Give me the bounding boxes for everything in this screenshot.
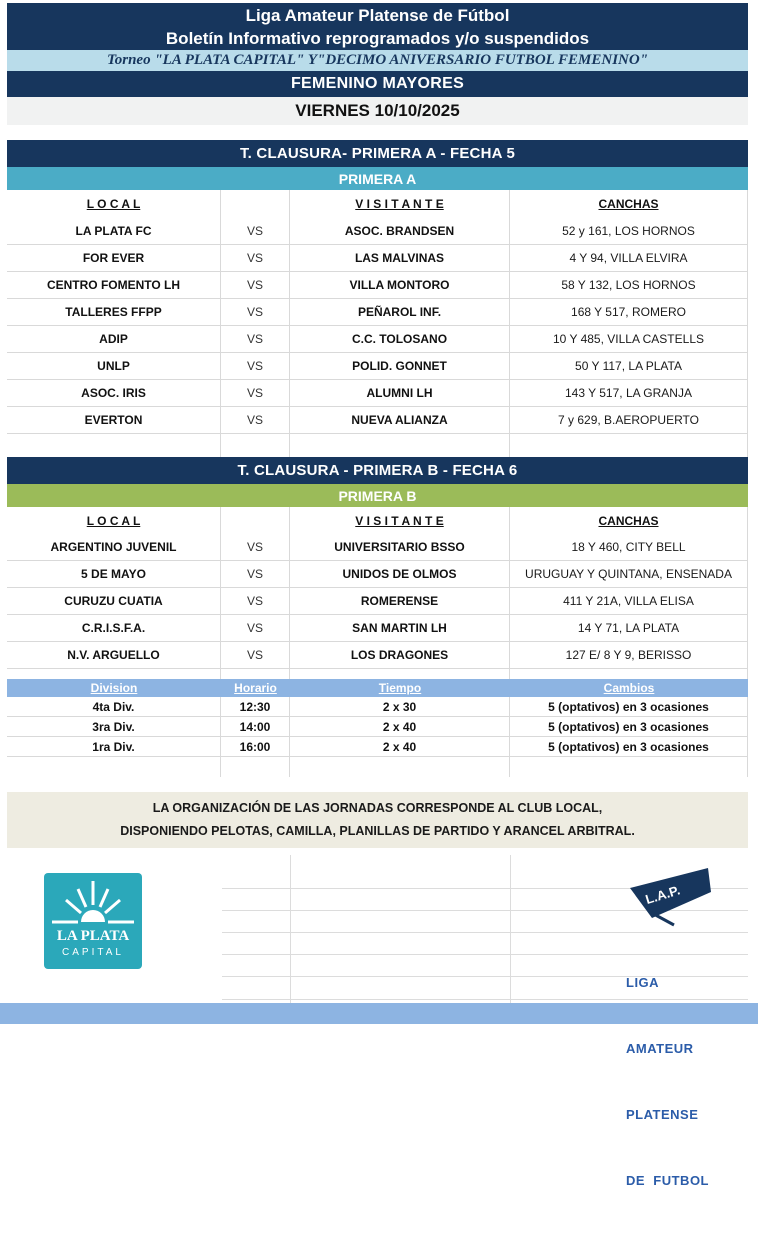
visitante-team: UNIDOS DE OLMOS [290, 561, 510, 587]
local-team: LA PLATA FC [7, 218, 221, 244]
match-row [7, 534, 748, 561]
col-canchas: CANCHAS [598, 197, 659, 211]
lap-caption-line4: DE FUTBOL [626, 1173, 709, 1188]
horario-value: 16:00 [221, 737, 290, 756]
vs-label: VS [221, 615, 290, 641]
local-team: ADIP [7, 326, 221, 352]
col-cambios: Cambios [603, 681, 655, 695]
division-value: 4ta Div. [7, 697, 221, 716]
local-team: CURUZU CUATIA [7, 588, 221, 614]
division-value: 1ra Div. [7, 737, 221, 756]
visitante-team: LOS DRAGONES [290, 642, 510, 668]
vs-label: VS [221, 299, 290, 325]
match-row [7, 245, 748, 272]
cancha-value: 50 Y 117, LA PLATA [510, 353, 748, 379]
visitante-team: PEÑAROL INF. [290, 299, 510, 325]
cancha-value: URUGUAY Y QUINTANA, ENSENADA [510, 561, 748, 587]
section-a-table [7, 190, 748, 457]
vs-label: VS [221, 326, 290, 352]
cancha-value: 52 y 161, LOS HORNOS [510, 218, 748, 244]
visitante-team: POLID. GONNET [290, 353, 510, 379]
col-canchas: CANCHAS [598, 513, 659, 528]
lap-caption-line1: LIGA [626, 975, 660, 990]
visitante-team: SAN MARTIN LH [290, 615, 510, 641]
gridline [290, 855, 291, 1003]
match-row [7, 299, 748, 326]
visitante-team: UNIVERSITARIO BSSO [290, 534, 510, 560]
local-team: C.R.I.S.F.A. [7, 615, 221, 641]
vs-label: VS [221, 380, 290, 406]
division-value: 3ra Div. [7, 717, 221, 736]
cancha-value: 143 Y 517, LA GRANJA [510, 380, 748, 406]
col-local: L O C A L [86, 197, 141, 211]
cancha-value: 10 Y 485, VILLA CASTELLS [510, 326, 748, 352]
schedule-headers [7, 679, 748, 697]
visitante-team: VILLA MONTORO [290, 272, 510, 298]
gridline [510, 855, 511, 1003]
vs-label: VS [221, 272, 290, 298]
tiempo-value: 2 x 40 [290, 737, 510, 756]
organization-note [7, 792, 748, 848]
col-visitante: V I S I T A N T E [355, 197, 444, 211]
section-b-title: T. CLAUSURA - PRIMERA B - FECHA 6 [7, 457, 748, 484]
visitante-team: ROMERENSE [290, 588, 510, 614]
local-team: 5 DE MAYO [7, 561, 221, 587]
cancha-value: 7 y 629, B.AEROPUERTO [510, 407, 748, 433]
empty-row [7, 434, 748, 457]
sun-icon [44, 873, 142, 969]
match-row [7, 272, 748, 299]
cancha-value: 58 Y 132, LOS HORNOS [510, 272, 748, 298]
vs-label: VS [221, 588, 290, 614]
visitante-team: C.C. TOLOSANO [290, 326, 510, 352]
cancha-value: 168 Y 517, ROMERO [510, 299, 748, 325]
org-name: Liga Amateur Platense de Fútbol [245, 5, 510, 25]
lap-flag-logo [612, 866, 732, 1188]
horario-value: 12:30 [221, 697, 290, 716]
torneo-banner: Torneo "LA PLATA CAPITAL" Y"DECIMO ANIVERSARIO FUTBOL FEMENINO" [7, 50, 748, 71]
visitante-team: NUEVA ALIANZA [290, 407, 510, 433]
col-local: L O C A L [86, 513, 141, 528]
vs-label: VS [221, 642, 290, 668]
empty-row [7, 757, 748, 777]
vs-label: VS [221, 245, 290, 271]
local-team: N.V. ARGUELLO [7, 642, 221, 668]
pennant-flag-icon [612, 866, 732, 926]
vs-label: VS [221, 534, 290, 560]
category-banner: FEMENINO MAYORES [7, 71, 748, 97]
local-team: ASOC. IRIS [7, 380, 221, 406]
schedule-row [7, 697, 748, 717]
visitante-team: ASOC. BRANDSEN [290, 218, 510, 244]
lap-caption-line2: AMATEUR [626, 1041, 694, 1056]
match-row [7, 326, 748, 353]
cancha-value: 127 E/ 8 Y 9, BERISSO [510, 642, 748, 668]
section-a-title: T. CLAUSURA- PRIMERA A - FECHA 5 [7, 140, 748, 167]
lap-flag-text: L.A.P. [643, 882, 682, 908]
horario-value: 14:00 [221, 717, 290, 736]
cambios-value: 5 (optativos) en 3 ocasiones [510, 717, 748, 736]
vs-label: VS [221, 561, 290, 587]
match-row [7, 353, 748, 380]
local-team: UNLP [7, 353, 221, 379]
match-row [7, 407, 748, 434]
match-row [7, 380, 748, 407]
section-b-subtitle: PRIMERA B [7, 484, 748, 507]
lap-caption-line3: PLATENSE [626, 1107, 699, 1122]
schedule-row [7, 717, 748, 737]
la-plata-capital-logo [44, 873, 142, 969]
match-row [7, 218, 748, 245]
visitante-team: ALUMNI LH [290, 380, 510, 406]
section-b-column-headers [7, 507, 748, 534]
vs-label: VS [221, 218, 290, 244]
section-a-subtitle: PRIMERA A [7, 167, 748, 190]
cancha-value: 14 Y 71, LA PLATA [510, 615, 748, 641]
lap-logo-caption [626, 928, 709, 1236]
col-horario: Horario [234, 681, 277, 695]
schedule-row [7, 737, 748, 757]
cambios-value: 5 (optativos) en 3 ocasiones [510, 737, 748, 756]
capital-logo-line2: CAPITAL [62, 947, 124, 958]
footer-band [0, 1003, 758, 1024]
date-banner: VIERNES 10/10/2025 [7, 97, 748, 125]
local-team: TALLERES FFPP [7, 299, 221, 325]
cancha-value: 411 Y 21A, VILLA ELISA [510, 588, 748, 614]
local-team: FOR EVER [7, 245, 221, 271]
local-team: CENTRO FOMENTO LH [7, 272, 221, 298]
vs-label: VS [221, 353, 290, 379]
header-title [7, 3, 748, 50]
vs-label: VS [221, 407, 290, 433]
local-team: ARGENTINO JUVENIL [7, 534, 221, 560]
empty-row [7, 669, 748, 679]
cancha-value: 4 Y 94, VILLA ELVIRA [510, 245, 748, 271]
note-line-2: DISPONIENDO PELOTAS, CAMILLA, PLANILLAS DE PARTIDO Y ARANCEL ARBITRAL. [120, 824, 635, 838]
note-line-1: LA ORGANIZACIÓN DE LAS JORNADAS CORRESPONDE AL CLUB LOCAL, [152, 801, 603, 815]
col-visitante: V I S I T A N T E [355, 513, 444, 528]
match-row [7, 642, 748, 669]
schedule-table [7, 679, 748, 777]
match-row [7, 561, 748, 588]
visitante-team: LAS MALVINAS [290, 245, 510, 271]
match-row [7, 588, 748, 615]
section-b-table [7, 507, 748, 679]
bulletin-subtitle: Boletín Informativo reprogramados y/o suspendidos [165, 28, 590, 48]
cambios-value: 5 (optativos) en 3 ocasiones [510, 697, 748, 716]
match-row [7, 615, 748, 642]
local-team: EVERTON [7, 407, 221, 433]
tiempo-value: 2 x 30 [290, 697, 510, 716]
section-a-column-headers [7, 190, 748, 218]
col-division: Division [90, 681, 138, 695]
capital-logo-line1: LA PLATA [56, 928, 130, 944]
cancha-value: 18 Y 460, CITY BELL [510, 534, 748, 560]
tiempo-value: 2 x 40 [290, 717, 510, 736]
col-tiempo: Tiempo [378, 681, 422, 695]
